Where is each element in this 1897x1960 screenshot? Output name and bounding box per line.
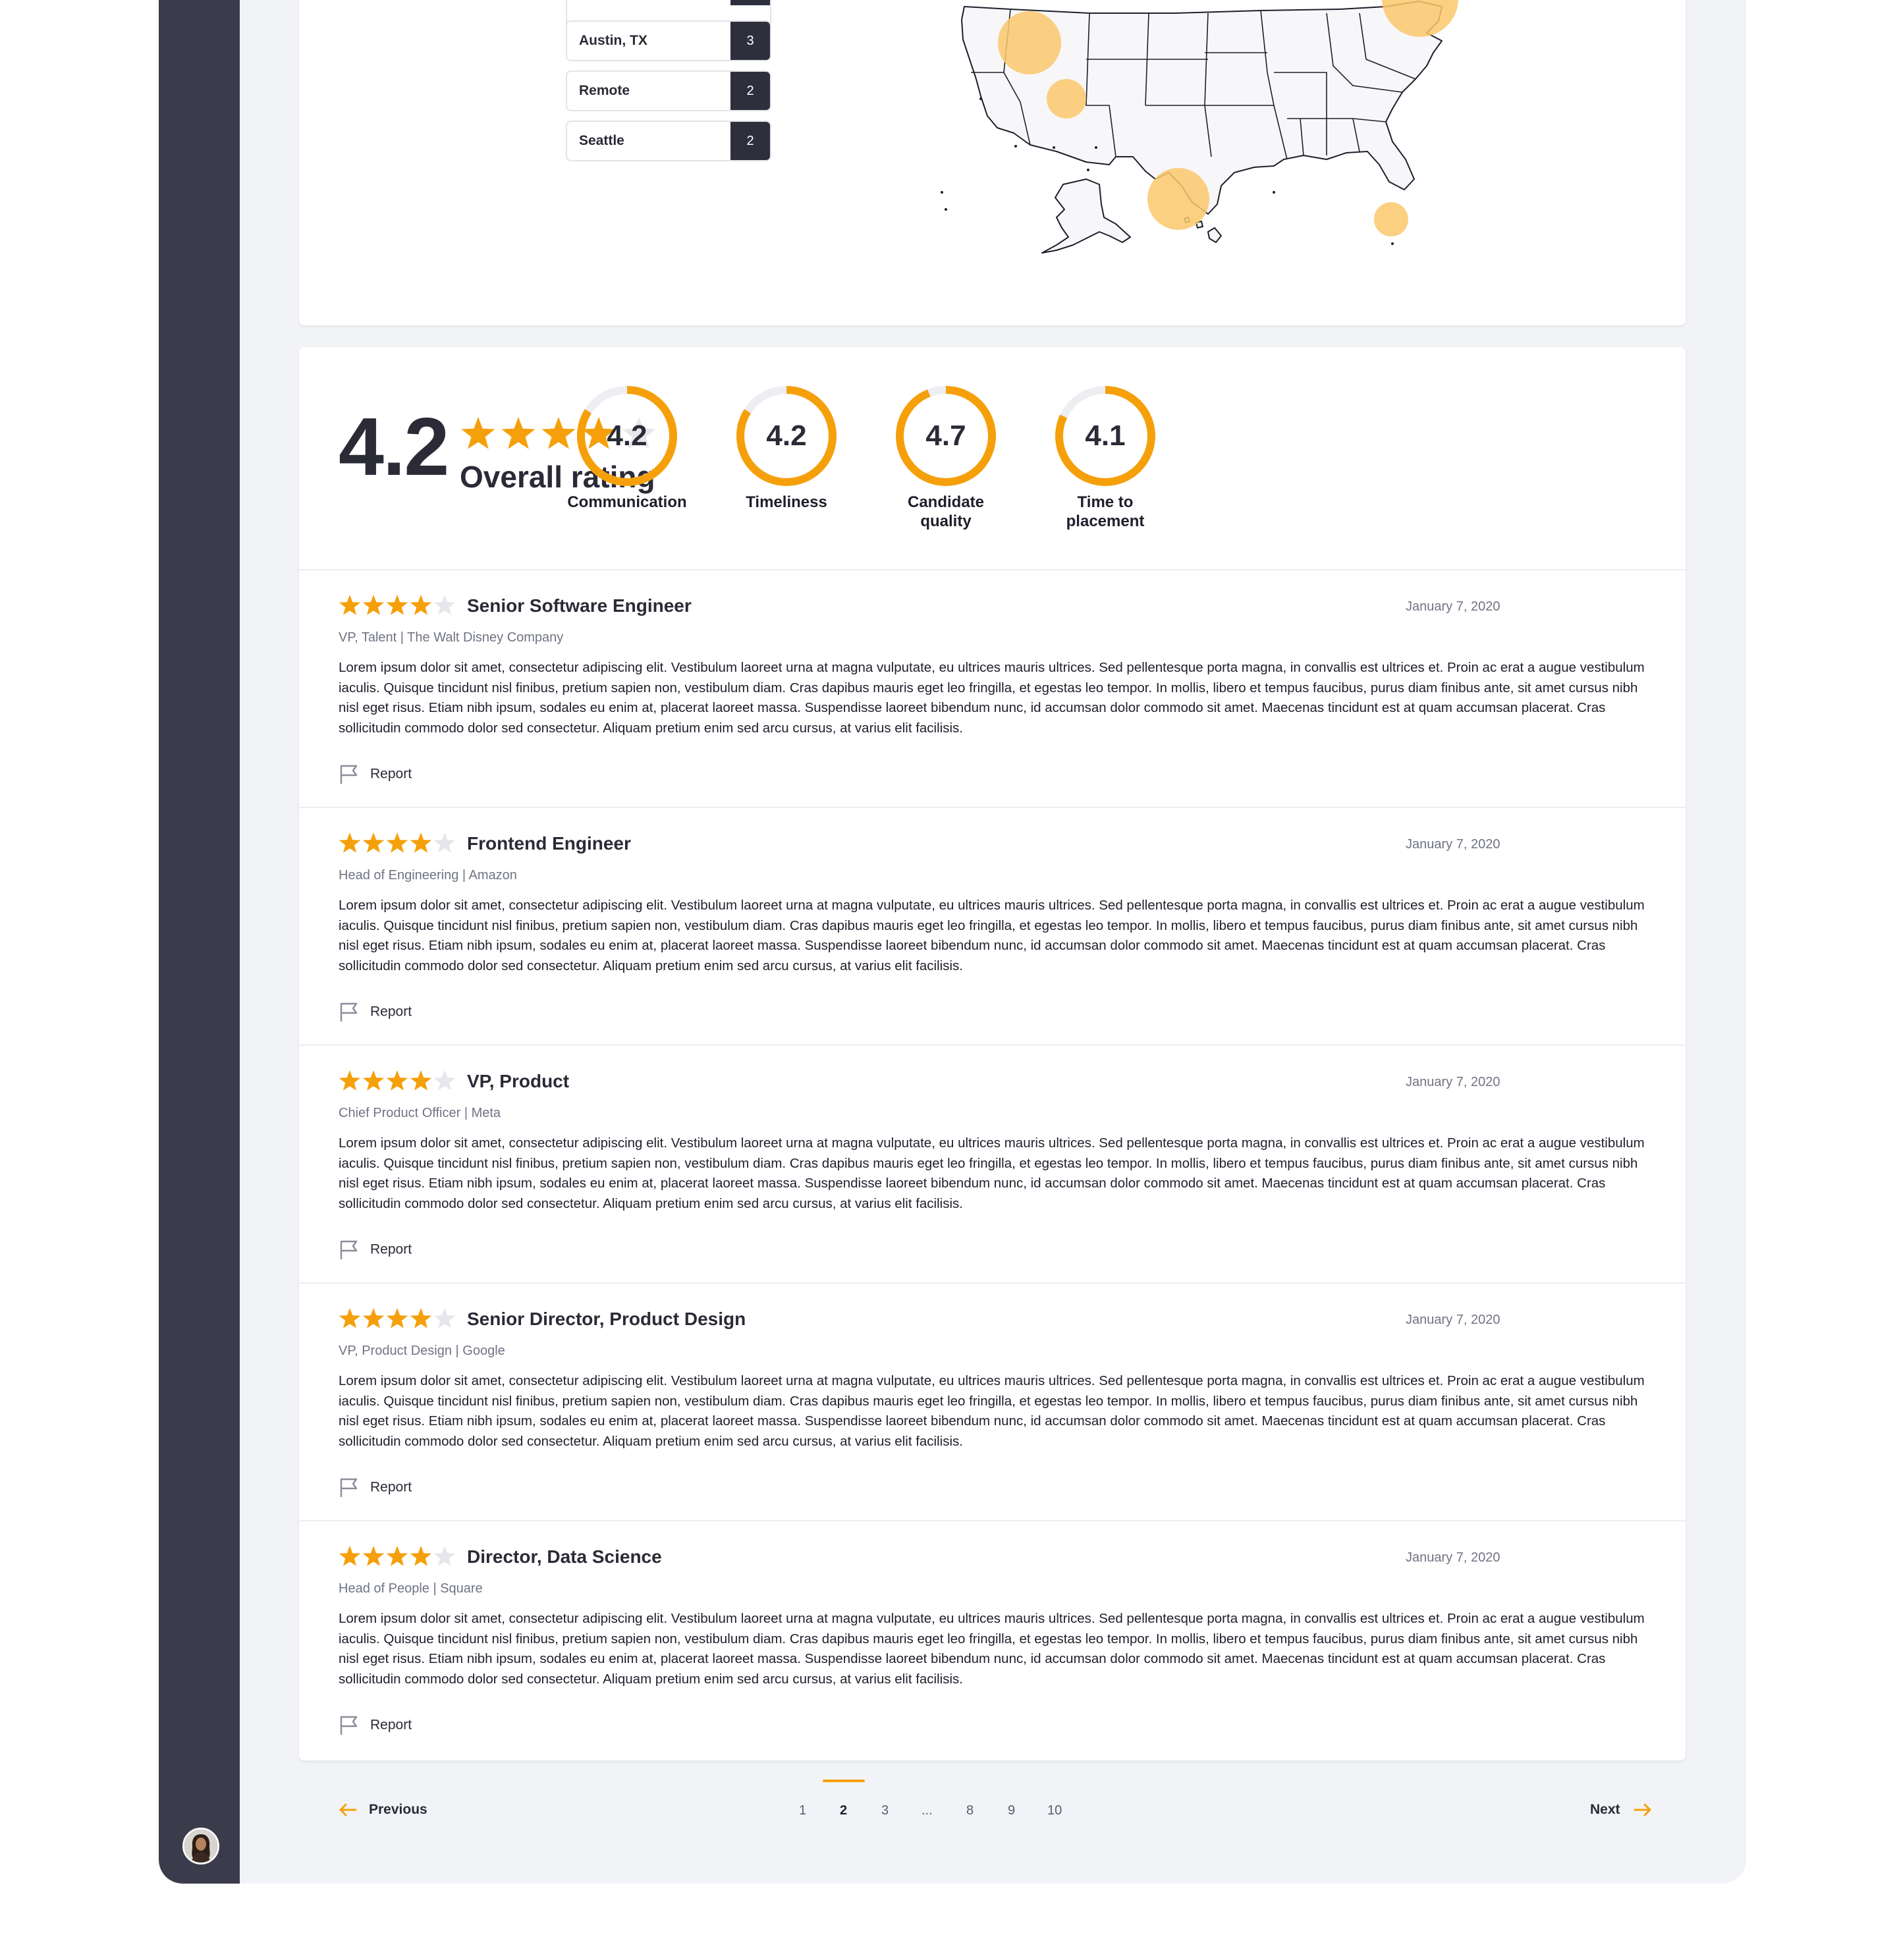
star-icon xyxy=(339,595,360,615)
review-body: Lorem ipsum dolor sit amet, consectetur adipiscing elit. Vestibulum laoreet urna at magna vulputate, eu ultrices mauris ultrices. Sed pellentesque porta magna, in convallis est ultrices et. Proin ac erat a augue vestibulum iaculis. Quisque tincidunt nisl finibus, pretium sapien non, vestibulum diam. Cras dapibus mauris eget leo fringilla, et egestas leo tempor. In mollis, libero et tempus faucibus, purus diam finibus ante, sit amet cursus nibh nisl eget risus. Etiam nibh ipsum, sodales eu enim at, placerat laoreet massa. Suspendisse laoreet bibendum nunc, id accumsan dolor commodo sit amet. Maecenas tincidunt est at quam accumsan placerat. Cras sollicitudin commodo dolor sed consectetur. Aliquam pretium enim sed arcu cursus, at varius elit facilisis. xyxy=(339,660,1645,736)
star-icon xyxy=(363,1308,384,1328)
star-icon xyxy=(387,1546,408,1566)
star-icon xyxy=(410,1546,431,1566)
location-name: Seattle xyxy=(579,133,624,148)
review-body: Lorem ipsum dolor sit amet, consectetur adipiscing elit. Vestibulum laoreet urna at magna vulputate, eu ultrices mauris ultrices. Sed pellentesque porta magna, in convallis est ultrices et. Proin ac erat a augue vestibulum iaculis. Quisque tincidunt nisl finibus, pretium sapien non, vestibulum diam. Cras dapibus mauris eget leo fringilla, et egestas leo tempor. In mollis, libero et tempus faucibus, purus diam finibus ante, sit amet cursus nibh nisl eget risus. Etiam nibh ipsum, sodales eu enim at, placerat laoreet massa. Suspendisse laoreet bibendum nunc, id accumsan dolor commodo sit amet. Maecenas tincidunt est at quam accumsan placerat. Cras sollicitudin commodo dolor sed consectetur. Aliquam pretium enim sed arcu cursus, at varius elit facilisis. xyxy=(339,1611,1645,1687)
page-link[interactable]: 1 xyxy=(799,1803,807,1818)
review-item xyxy=(299,1520,1686,1758)
location-name: Austin, TX xyxy=(579,33,647,48)
overall-rating-value: 4.2 xyxy=(339,402,449,493)
star-icon xyxy=(387,1308,408,1328)
review-stars xyxy=(339,1307,460,1334)
report-button[interactable] xyxy=(339,1477,412,1498)
report-label: Report xyxy=(370,1004,412,1020)
review-item xyxy=(299,1282,1686,1521)
review-author: VP, Talent | The Walt Disney Company xyxy=(339,630,564,645)
page-link[interactable]: 8 xyxy=(966,1803,974,1818)
flag-icon xyxy=(339,1477,360,1498)
star-icon xyxy=(461,417,495,449)
review-title: Senior Director, Product Design xyxy=(467,1309,746,1329)
star-icon xyxy=(339,1546,360,1566)
review-item xyxy=(299,569,1686,807)
page-ellipsis: ... xyxy=(921,1803,933,1818)
gauge-timeliness xyxy=(707,385,866,512)
star-icon xyxy=(434,1070,455,1091)
star-icon xyxy=(410,1308,431,1328)
gauge-candidate-quality xyxy=(867,385,1025,531)
star-icon xyxy=(339,832,360,853)
star-icon xyxy=(363,1546,384,1566)
star-icon xyxy=(434,595,455,615)
location-name: Remote xyxy=(579,83,630,98)
previous-page-button[interactable] xyxy=(339,1802,427,1818)
star-icon xyxy=(434,1546,455,1566)
reviews-card xyxy=(299,347,1686,1760)
review-stars xyxy=(339,594,460,621)
star-icon xyxy=(387,595,408,615)
arrow-left-icon xyxy=(339,1803,357,1817)
review-stars xyxy=(339,1545,460,1572)
review-item xyxy=(299,807,1686,1045)
gauge-ring xyxy=(576,385,678,487)
review-author: Chief Product Officer | Meta xyxy=(339,1106,501,1120)
flag-icon xyxy=(339,1002,360,1023)
star-icon xyxy=(410,595,431,615)
star-icon xyxy=(501,417,535,449)
gauge-time-to-placement xyxy=(1026,385,1184,531)
previous-label: Previous xyxy=(369,1802,427,1817)
next-label: Next xyxy=(1590,1802,1620,1817)
review-stars xyxy=(339,1070,460,1097)
review-item xyxy=(299,1045,1686,1283)
flag-icon xyxy=(339,1715,360,1736)
report-label: Report xyxy=(370,766,412,782)
review-body: Lorem ipsum dolor sit amet, consectetur adipiscing elit. Vestibulum laoreet urna at magna vulputate, eu ultrices mauris ultrices. Sed pellentesque porta magna, in convallis est ultrices et. Proin ac erat a augue vestibulum iaculis. Quisque tincidunt nisl finibus, pretium sapien non, vestibulum diam. Cras dapibus mauris eget leo fringilla, et egestas leo tempor. In mollis, libero et tempus faucibus, purus diam finibus ante, sit amet cursus nibh nisl eget risus. Etiam nibh ipsum, sodales eu enim at, placerat laoreet massa. Suspendisse laoreet bibendum nunc, id accumsan dolor commodo sit amet. Maecenas tincidunt est at quam accumsan placerat. Cras sollicitudin commodo dolor sed consectetur. Aliquam pretium enim sed arcu cursus, at varius elit facilisis. xyxy=(339,1373,1645,1449)
star-icon xyxy=(363,832,384,853)
star-icon xyxy=(434,832,455,853)
review-title: Frontend Engineer xyxy=(467,833,631,854)
gauge-label: Communication xyxy=(567,493,687,511)
location-count: 2 xyxy=(730,122,770,160)
gauge-communication xyxy=(548,385,706,512)
review-author: VP, Product Design | Google xyxy=(339,1344,505,1358)
gauge-value: 4.1 xyxy=(1085,420,1126,452)
flag-icon xyxy=(339,1239,360,1261)
user-avatar[interactable] xyxy=(182,1828,219,1865)
star-icon xyxy=(339,1308,360,1328)
location-count: 2 xyxy=(730,72,770,110)
page-link[interactable]: 9 xyxy=(1008,1803,1016,1818)
review-stars xyxy=(339,832,460,859)
gauge-value: 4.2 xyxy=(766,420,807,452)
review-author: Head of People | Square xyxy=(339,1581,483,1596)
gauge-ring xyxy=(894,385,997,487)
arrow-right-icon xyxy=(1634,1803,1652,1817)
report-button[interactable] xyxy=(339,1239,412,1261)
gauge-ring xyxy=(1054,385,1157,487)
star-icon xyxy=(363,1070,384,1091)
next-page-button[interactable] xyxy=(1590,1802,1652,1818)
page-link-current[interactable]: 2 xyxy=(840,1803,848,1818)
pagination xyxy=(299,1778,1686,1844)
current-page-indicator xyxy=(823,1780,865,1782)
page-link[interactable]: 3 xyxy=(881,1803,889,1818)
review-title: Senior Software Engineer xyxy=(467,595,692,616)
us-map xyxy=(299,0,1686,325)
star-icon xyxy=(387,1070,408,1091)
review-date: January 7, 2020 xyxy=(1406,1550,1500,1565)
page-link[interactable]: 10 xyxy=(1047,1803,1062,1818)
star-icon xyxy=(339,1070,360,1091)
report-button[interactable] xyxy=(339,764,412,785)
gauge-label: Candidate quality xyxy=(907,493,984,530)
locations-map-card xyxy=(299,0,1686,325)
report-button[interactable] xyxy=(339,1002,412,1023)
gauge-label: Timeliness xyxy=(746,493,827,511)
report-label: Report xyxy=(370,1717,412,1733)
report-label: Report xyxy=(370,1479,412,1495)
gauge-value: 4.2 xyxy=(607,420,647,452)
location-count: 3 xyxy=(730,22,770,60)
star-icon xyxy=(410,1070,431,1091)
star-icon xyxy=(387,832,408,853)
review-date: January 7, 2020 xyxy=(1406,1313,1500,1327)
gauge-label: Time to placement xyxy=(1066,493,1145,530)
star-icon xyxy=(434,1308,455,1328)
review-date: January 7, 2020 xyxy=(1406,1075,1500,1089)
review-date: January 7, 2020 xyxy=(1406,837,1500,852)
review-title: VP, Product xyxy=(467,1071,570,1091)
review-title: Director, Data Science xyxy=(467,1546,662,1567)
gauge-ring xyxy=(735,385,838,487)
sidebar xyxy=(159,0,240,1884)
overall-rating-label: Overall rating xyxy=(460,460,655,494)
review-body: Lorem ipsum dolor sit amet, consectetur adipiscing elit. Vestibulum laoreet urna at magna vulputate, eu ultrices mauris ultrices. Sed pellentesque porta magna, in convallis est ultrices et. Proin ac erat a augue vestibulum iaculis. Quisque tincidunt nisl finibus, pretium sapien non, vestibulum diam. Cras dapibus mauris eget leo fringilla, et egestas leo tempor. In mollis, libero et tempus faucibus, purus diam finibus ante, sit amet cursus nibh nisl eget risus. Etiam nibh ipsum, sodales eu enim at, placerat laoreet massa. Suspendisse laoreet bibendum nunc, id accumsan dolor commodo sit amet. Maecenas tincidunt est at quam accumsan placerat. Cras sollicitudin commodo dolor sed consectetur. Aliquam pretium enim sed arcu cursus, at varius elit facilisis. xyxy=(339,898,1645,973)
review-date: January 7, 2020 xyxy=(1406,599,1500,614)
review-author: Head of Engineering | Amazon xyxy=(339,868,517,883)
star-icon xyxy=(363,595,384,615)
report-label: Report xyxy=(370,1241,412,1257)
review-body: Lorem ipsum dolor sit amet, consectetur adipiscing elit. Vestibulum laoreet urna at magna vulputate, eu ultrices mauris ultrices. Sed pellentesque porta magna, in convallis est ultrices et. Proin ac erat a augue vestibulum iaculis. Quisque tincidunt nisl finibus, pretium sapien non, vestibulum diam. Cras dapibus mauris eget leo fringilla, et egestas leo tempor. In mollis, libero et tempus faucibus, purus diam finibus ante, sit amet cursus nibh nisl eget risus. Etiam nibh ipsum, sodales eu enim at, placerat laoreet massa. Suspendisse laoreet bibendum nunc, id accumsan dolor commodo sit amet. Maecenas tincidunt est at quam accumsan placerat. Cras sollicitudin commodo dolor sed consectetur. Aliquam pretium enim sed arcu cursus, at varius elit facilisis. xyxy=(339,1135,1645,1211)
flag-icon xyxy=(339,764,360,785)
app-frame xyxy=(159,0,1746,1884)
star-icon xyxy=(410,832,431,853)
report-button[interactable] xyxy=(339,1715,412,1736)
gauge-value: 4.7 xyxy=(925,420,966,452)
